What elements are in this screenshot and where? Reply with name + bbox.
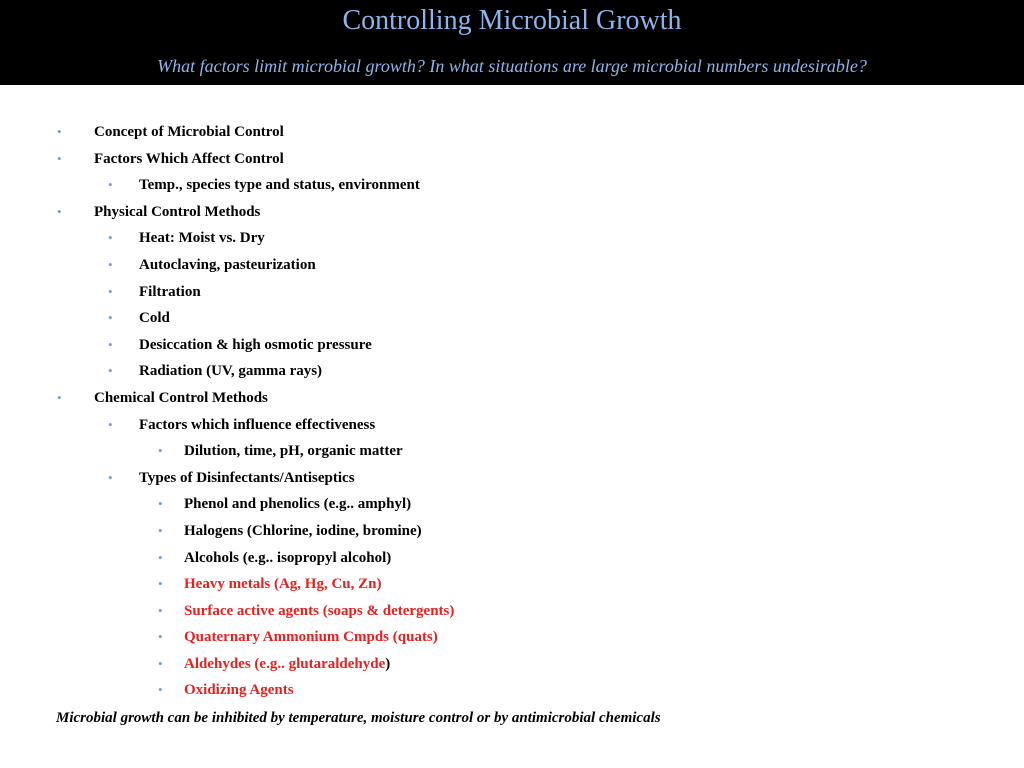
bullet-icon: • (158, 496, 163, 512)
list-item-highlighted (0, 677, 1024, 704)
list-item-label: Types of Disinfectants/Antiseptics (139, 469, 355, 486)
list-item (0, 438, 1024, 465)
list-item-highlighted (0, 571, 1024, 598)
list-item-text (184, 651, 390, 678)
bullet-icon: • (158, 682, 163, 698)
bullet-icon: • (158, 549, 163, 565)
bullet-icon: • (158, 629, 163, 645)
list-item-label: Heat: Moist vs. Dry (139, 230, 265, 247)
list-item (0, 305, 1024, 332)
list-item-label: Concept of Microbial Control (94, 124, 284, 140)
bullet-icon: • (158, 443, 163, 459)
list-item (0, 119, 1024, 146)
list-item (0, 465, 1024, 492)
list-item-label: Heavy metals (Ag, Hg, Cu, Zn) (184, 576, 382, 593)
list-item-label: Cold (139, 310, 170, 327)
slide-title: Controlling Microbial Growth (342, 5, 682, 36)
bullet-icon: • (158, 522, 163, 538)
list-item-label-tail: ) (385, 655, 391, 672)
list-item-label: Surface active agents (soaps & detergents) (184, 602, 455, 619)
list-item-label: Chemical Control Methods (94, 389, 268, 406)
list-item-label: Alcohols (e.g.. isopropyl alcohol) (184, 549, 392, 566)
list-item (0, 385, 1024, 412)
list-item-highlighted (0, 624, 1024, 651)
list-item (0, 225, 1024, 252)
bullet-icon: • (108, 363, 113, 379)
list-item (0, 358, 1024, 385)
bullet-icon: • (158, 576, 163, 592)
slide-header (0, 0, 1024, 85)
list-item-label: Factors which influence effectiveness (139, 416, 376, 433)
list-item-label: Dilution, time, pH, organic matter (184, 443, 403, 460)
bullet-icon: • (108, 256, 113, 272)
bullet-icon: • (108, 469, 113, 485)
list-item (0, 412, 1024, 439)
list-item (0, 518, 1024, 545)
list-item-label: Filtration (139, 283, 201, 300)
list-item (0, 252, 1024, 279)
bullet-icon: • (108, 310, 113, 326)
list-item-label: Radiation (UV, gamma rays) (139, 363, 323, 380)
bullet-icon: • (158, 602, 163, 618)
slide-subtitle: What factors limit microbial growth? In what situations are large microbial numbers undesirable? (157, 56, 867, 76)
list-item (0, 172, 1024, 199)
list-item-label: Halogens (Chlorine, iodine, bromine) (184, 522, 422, 539)
list-item-label: Aldehydes (e.g.. glutaraldehyde (184, 655, 386, 672)
list-item (0, 545, 1024, 572)
bullet-icon: • (108, 416, 113, 432)
bullet-icon: • (108, 283, 113, 299)
list-item-label: Oxidizing Agents (184, 682, 294, 699)
list-item (0, 332, 1024, 359)
list-item-label: Factors Which Affect Control (94, 150, 284, 167)
list-item-label: Phenol and phenolics (e.g.. amphyl) (184, 496, 412, 513)
list-item (0, 491, 1024, 518)
list-item (0, 146, 1024, 173)
list-item-highlighted (0, 598, 1024, 625)
list-item-highlighted (0, 651, 1024, 678)
bullet-icon: • (57, 203, 62, 219)
bullet-icon: • (108, 336, 113, 352)
list-item (0, 279, 1024, 306)
summary-note: Microbial growth can be inhibited by temperature, moisture control or by antimicrobial chemicals (56, 710, 661, 726)
list-item-label: Temp., species type and status, environment (139, 177, 420, 194)
bullet-outline (0, 119, 1024, 704)
list-item (0, 199, 1024, 226)
list-item-label: Quaternary Ammonium Cmpds (quats) (184, 629, 438, 646)
list-item-label: Physical Control Methods (94, 203, 261, 220)
bullet-icon: • (108, 230, 113, 246)
bullet-icon: • (57, 389, 62, 405)
bullet-icon: • (108, 177, 113, 193)
list-item-label: Desiccation & high osmotic pressure (139, 336, 372, 353)
bullet-icon: • (158, 655, 163, 671)
bullet-icon: • (57, 150, 62, 166)
list-item-label: Autoclaving, pasteurization (139, 256, 316, 273)
bullet-icon: • (57, 124, 62, 139)
